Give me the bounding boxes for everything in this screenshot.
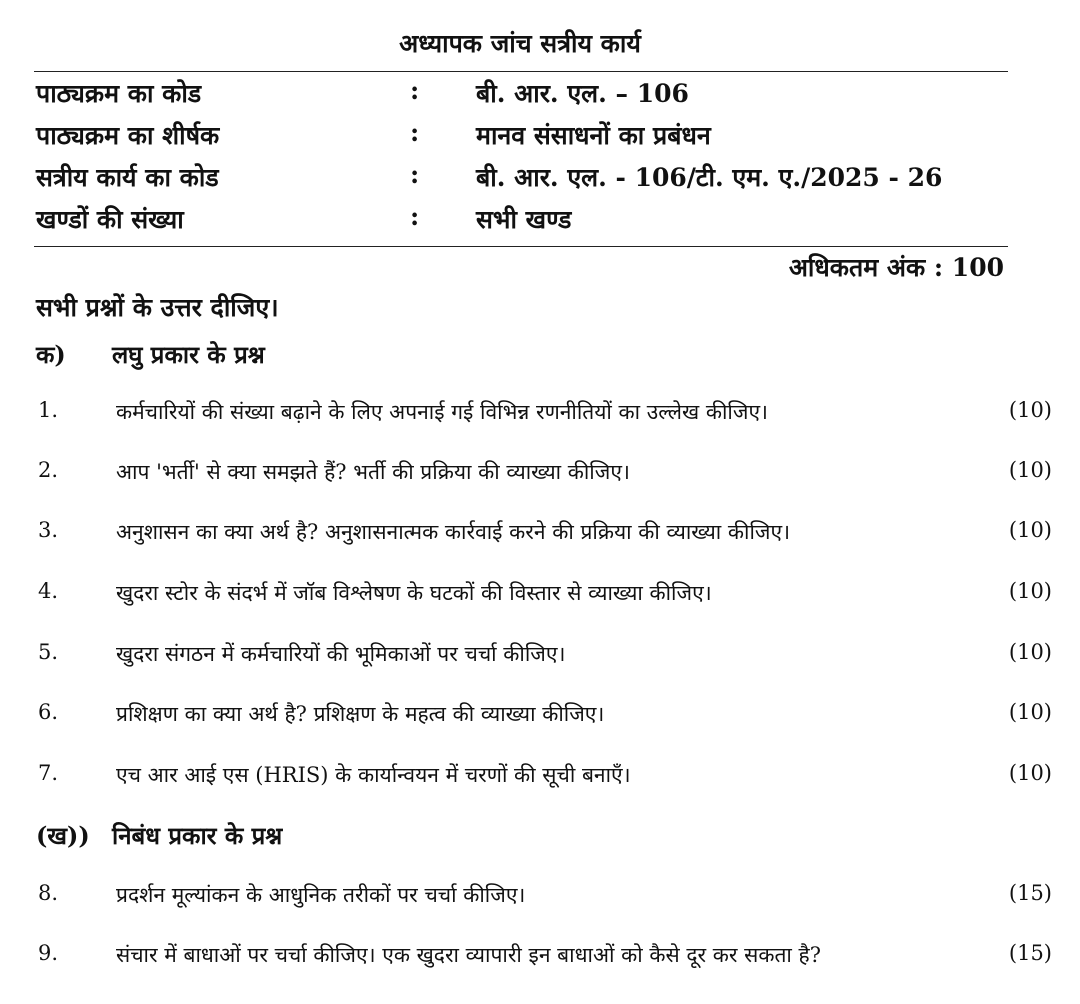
- section-marker: (ख)): [36, 821, 90, 850]
- meta-value: बी. आर. एल. – 106: [476, 79, 689, 108]
- section-heading-short: [36, 338, 265, 371]
- question-marks: (10): [1008, 700, 1052, 724]
- question-row: [36, 398, 1052, 434]
- question-marks: (10): [1008, 640, 1052, 664]
- question-number: 4.: [38, 579, 59, 603]
- question-marks: (10): [1008, 518, 1052, 542]
- question-row: [36, 579, 1052, 615]
- meta-colon: :: [410, 76, 420, 105]
- section-title: निबंध प्रकार के प्रश्न: [112, 821, 283, 850]
- question-text: प्रदर्शन मूल्यांकन के आधुनिक तरीकों पर चर्चा कीजिए।: [116, 883, 526, 907]
- question-marks: (10): [1008, 458, 1052, 482]
- meta-colon: :: [410, 118, 420, 147]
- meta-row-assignment-code: [36, 160, 1016, 200]
- question-row: [36, 458, 1052, 494]
- meta-value: मानव संसाधनों का प्रबंधन: [476, 121, 711, 150]
- meta-value: सभी खण्ड: [476, 205, 572, 234]
- question-row: [36, 881, 1052, 917]
- question-marks: (15): [1008, 881, 1052, 905]
- instruction: सभी प्रश्नों के उत्तर दीजिए।: [36, 293, 279, 322]
- question-number: 2.: [38, 458, 59, 482]
- question-number: 6.: [38, 700, 59, 724]
- question-text: संचार में बाधाओं पर चर्चा कीजिए। एक खुदरा व्यापारी इन बाधाओं को कैसे दूर कर सकता है?: [116, 943, 821, 967]
- question-number: 7.: [38, 761, 59, 785]
- meta-label: पाठ्यक्रम का कोड: [36, 79, 202, 108]
- meta-label: सत्रीय कार्य का कोड: [36, 163, 219, 192]
- max-marks: अधिकतम अंक : 100: [788, 253, 1004, 282]
- question-number: 3.: [38, 518, 59, 542]
- question-row: [36, 761, 1052, 797]
- question-row: [36, 700, 1052, 736]
- question-number: 8.: [38, 881, 59, 905]
- question-marks: (10): [1008, 398, 1052, 422]
- question-marks: (15): [1008, 941, 1052, 965]
- question-text: खुदरा स्टोर के संदर्भ में जॉब विश्लेषण के घटकों की विस्तार से व्याख्या कीजिए।: [116, 581, 712, 605]
- question-row: [36, 518, 1052, 554]
- meta-colon: :: [410, 202, 420, 231]
- question-text: अनुशासन का क्या अर्थ है? अनुशासनात्मक कार्रवाई करने की प्रक्रिया की व्याख्या कीजिए।: [116, 520, 791, 544]
- question-number: 5.: [38, 640, 59, 664]
- bottom-divider: [34, 246, 1008, 247]
- question-row: [36, 640, 1052, 676]
- meta-row-course-code: [36, 76, 1016, 116]
- question-number: 9.: [38, 941, 59, 965]
- question-marks: (10): [1008, 761, 1052, 785]
- document-title: अध्यापक जांच सत्रीय कार्य: [399, 29, 641, 58]
- top-divider: [34, 71, 1008, 72]
- question-marks: (10): [1008, 579, 1052, 603]
- meta-row-block-count: [36, 202, 1016, 242]
- section-marker: क): [36, 340, 66, 369]
- meta-label: पाठ्यक्रम का शीर्षक: [36, 121, 220, 150]
- question-text: खुदरा संगठन में कर्मचारियों की भूमिकाओं पर चर्चा कीजिए।: [116, 642, 566, 666]
- question-text: एच आर आई एस (HRIS) के कार्यान्वयन में चरणों की सूची बनाएँ।: [116, 763, 631, 787]
- question-row: [36, 941, 1052, 977]
- meta-value: बी. आर. एल. - 106/टी. एम. ए./2025 - 26: [476, 163, 943, 192]
- question-number: 1.: [38, 398, 59, 422]
- meta-row-course-title: [36, 118, 1016, 158]
- question-text: आप 'भर्ती' से क्या समझते हैं? भर्ती की प्रक्रिया की व्याख्या कीजिए।: [116, 460, 630, 484]
- meta-label: खण्डों की संख्या: [36, 205, 184, 234]
- question-text: प्रशिक्षण का क्या अर्थ है? प्रशिक्षण के महत्व की व्याख्या कीजिए।: [116, 702, 605, 726]
- meta-colon: :: [410, 160, 420, 189]
- question-text: कर्मचारियों की संख्या बढ़ाने के लिए अपनाई गई विभिन्न रणनीतियों का उल्लेख कीजिए।: [116, 400, 769, 424]
- section-heading-essay: [36, 819, 282, 852]
- section-title: लघु प्रकार के प्रश्न: [112, 340, 265, 369]
